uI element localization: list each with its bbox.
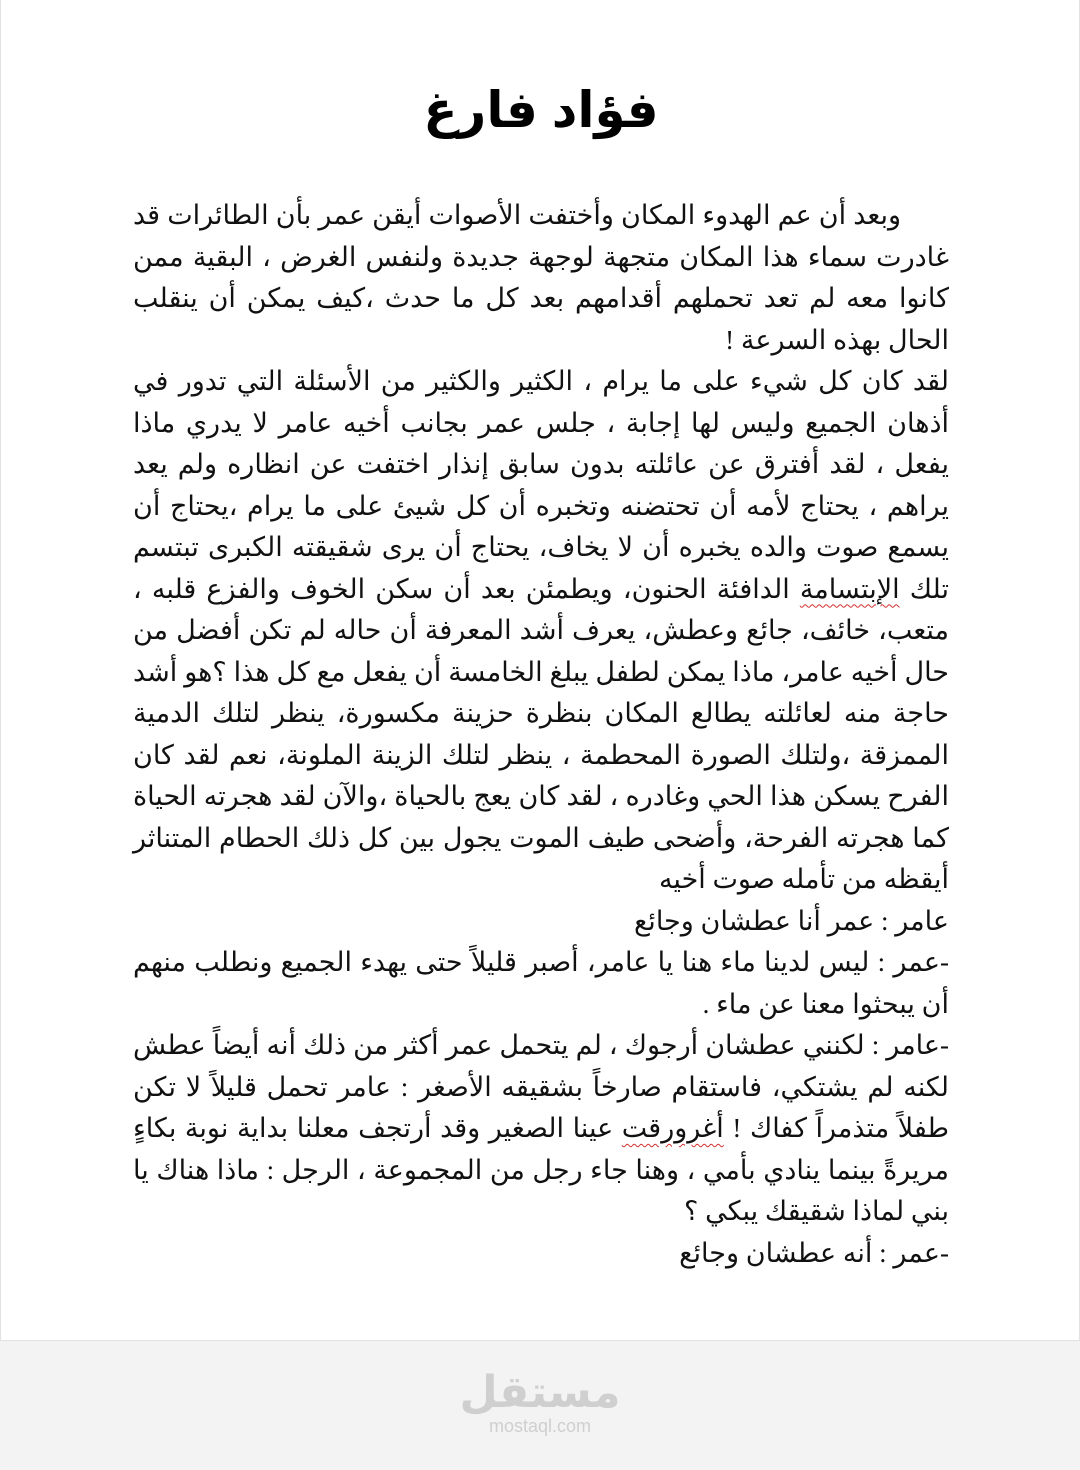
document-body <box>133 195 949 1274</box>
brand-watermark <box>440 1367 640 1436</box>
dialogue-line-2: -عمر : ليس لدينا ماء هنا يا عامر، أصبر قليلاً حتى يهدء الجميع ونطلب منهم أن يبحثوا معنا عن ماء . <box>133 947 949 1019</box>
paragraph-2 <box>133 361 949 901</box>
dialogue-line-3-text: -عامر : لكنني عطشان أرجوك ، لم يتحمل عمر أكثر من ذلك أنه أيضاً عطش لكنه لم يشتكي، فاستقام صارخاً بشقيقه الأصغر : عامر تحمل قليلاً لا تكن طفلاً متذمراً كفاك ! <box>133 1030 949 1143</box>
misspelled-word[interactable]: الإبتسامة <box>799 573 900 604</box>
brand-url: mostaql.com <box>488 1416 592 1436</box>
brand-logo-text: مستقل <box>459 1367 621 1418</box>
paragraph-2-text: لقد كان كل شيء على ما يرام ، الكثير والكثير من الأسئلة التي تدور في أذهان الجميع وليس لها إجابة ، جلس عمر بجانب أخيه عامر لا يدري ماذا يفعل ، لقد أفترق عن عائلته بدون سابق إنذار اختفت عن انظاره ولم يعد يراهم ، يحتاج لأمه أن تحتضنه وتخبره أن كل شيئ على ما يرام ،يحتاج أن يسمع صوت والده يخبره أن لا يخاف، يحتاج أن يرى شقيقته الكبرى تبتسم تلك <box>133 366 949 604</box>
dialogue-line-3 <box>133 1025 949 1233</box>
dialogue-line-4: -عمر : أنه عطشان وجائع <box>679 1237 949 1268</box>
dialogue-line-3-continued: عينا الصغير وقد أرتجف معلنا بداية نوبة بكاءٍ مريرةً بينما ينادي بأمي ، وهنا جاء رجل من المجموعة ، الرجل : ماذا هناك يا بني لماذا شقيقك يبكي ؟ <box>133 1113 949 1226</box>
document-title: فؤاد فارغ <box>423 82 659 138</box>
paragraph-2-continued: الدافئة الحنون، ويطمئن بعد أن سكن الخوف والفزع قلبه ، متعب، خائف، جائع وعطش، يعرف أشد المعرفة أن حاله لم تكن أفضل من حال أخيه عامر، ماذا يمكن لطفل يبلغ الخامسة أن يفعل مع كل هذا ؟هو أشد حاجة منه لعائلته يطالع المكان بنظرة حزينة مكسورة، ينظر لتلك الدمية الممزقة ،ولتلك الصورة المحطمة ، ينظر لتلك الزينة الملونة، نعم لقد كان الفرح يسكن هذا الحي وغادره ، لقد كان يعج بالحياة ،والآن لقد هجرته الحياة كما هجرته الفرحة، وأضحى طيف الموت يجول بين كل ذلك الحطام المتناثر أيقظه من تأمله صوت أخيه <box>133 573 949 894</box>
paragraph-1: وبعد أن عم الهدوء المكان وأختفت الأصوات أيقن عمر بأن الطائرات قد غادرت سماء هذا المكان متجهة لوجهة جديدة ولنفس الغرض ، البقية ممن كانوا معه لم تعد تحملهم أقدامهم بعد كل ما حدث ،كيف يمكن أن ينقلب الحال بهذه السرعة ! <box>133 200 949 355</box>
dialogue-line-1: عامر : عمر أنا عطشان وجائع <box>633 905 949 936</box>
misspelled-word[interactable]: أغرورقت <box>621 1113 724 1143</box>
